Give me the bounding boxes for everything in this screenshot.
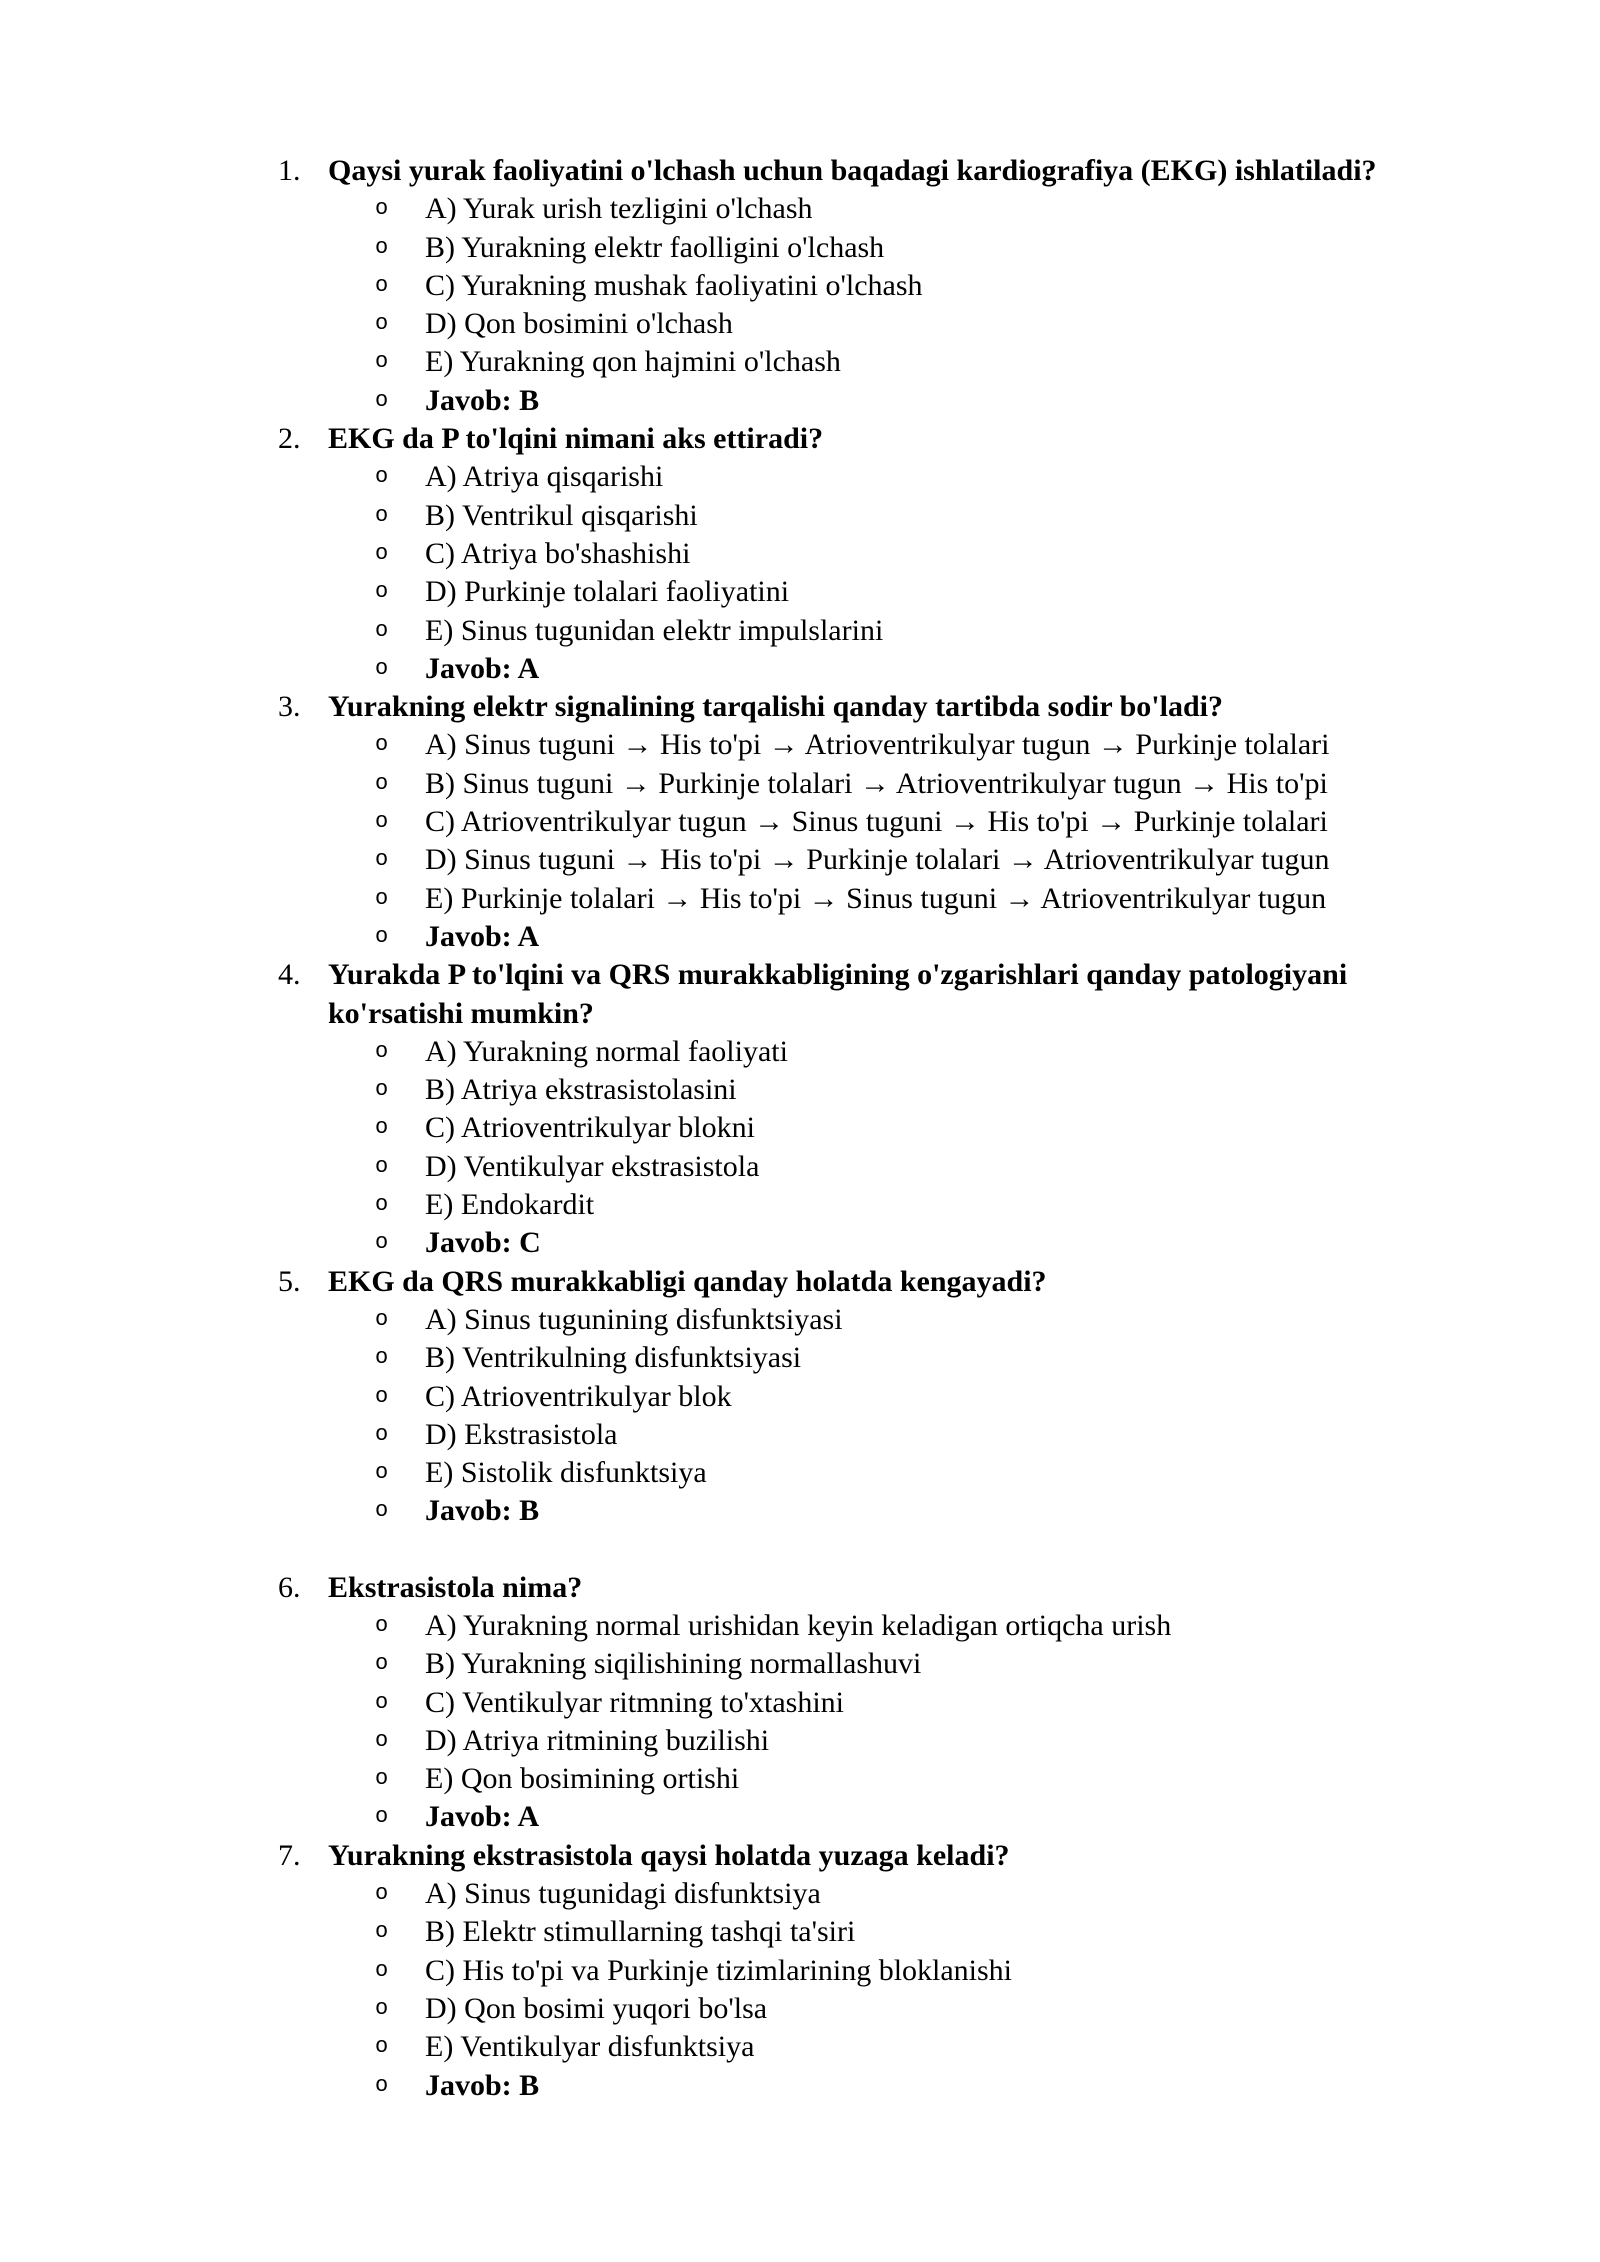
option-list (0, 1875, 1600, 2105)
circle-bullet-icon: o (375, 732, 389, 758)
option-text: B) Yurakning elektr faolligini o'lchash (425, 230, 885, 264)
option-text: D) Purkinje tolalari faoliyatini (425, 575, 790, 609)
option-item (0, 880, 1600, 918)
circle-bullet-icon: o (375, 1230, 389, 1256)
question-text: Yurakning elektr signalining tarqalishi qanday tartibda sodir bo'ladi? (328, 690, 1223, 724)
option-text: C) His to'pi va Purkinje tizimlarining bloklanishi (425, 1953, 1013, 1987)
circle-bullet-icon: o (375, 311, 389, 337)
option-text: A) Sinus tuguni → His to'pi → Atrioventrikulyar tugun → Purkinje tolalari (425, 728, 1330, 762)
option-text: C) Atrioventrikulyar blokni (425, 1111, 755, 1145)
circle-bullet-icon: o (375, 847, 389, 873)
option-text: E) Purkinje tolalari → His to'pi → Sinus tuguni → Atrioventrikulyar tugun (425, 881, 1327, 915)
circle-bullet-icon: o (375, 809, 389, 835)
circle-bullet-icon: o (375, 387, 389, 413)
option-item (0, 1607, 1600, 1645)
question-text: EKG da P to'lqini nimani aks ettiradi? (328, 422, 824, 456)
option-text: A) Sinus tugunining disfunktsiyasi (425, 1302, 843, 1336)
option-item (0, 535, 1600, 573)
circle-bullet-icon: o (375, 196, 389, 222)
question-text: Ekstrasistola nima? (328, 1570, 583, 1604)
option-item (0, 190, 1600, 228)
question-text: EKG da QRS murakkabligi qanday holatda kengayadi? (328, 1264, 1047, 1298)
option-text: E) Ventikulyar disfunktsiya (425, 2030, 755, 2064)
question-number: 5. (278, 1264, 301, 1298)
circle-bullet-icon: o (375, 2072, 389, 2098)
option-item (0, 573, 1600, 611)
option-text: B) Elektr stimullarning tashqi ta'siri (425, 1915, 856, 1949)
option-item (0, 726, 1600, 764)
circle-bullet-icon: o (375, 272, 389, 298)
option-list (0, 458, 1600, 688)
answer-line (0, 2067, 1600, 2105)
question-number: 2. (278, 422, 301, 456)
option-text: A) Yurak urish tezligini o'lchash (425, 192, 813, 226)
option-item (0, 305, 1600, 343)
option-item (0, 1722, 1600, 1760)
option-text: E) Endokardit (425, 1188, 595, 1222)
option-item (0, 1148, 1600, 1186)
option-text: C) Atrioventrikulyar tugun → Sinus tuguni → His to'pi → Purkinje tolalari (425, 805, 1328, 839)
option-item (0, 803, 1600, 841)
option-list (0, 190, 1600, 420)
option-item (0, 1109, 1600, 1147)
option-text: B) Atriya ekstrasistolasini (425, 1073, 737, 1107)
question-5 (0, 1263, 1600, 1531)
option-item (0, 1913, 1600, 1951)
circle-bullet-icon: o (375, 885, 389, 911)
option-item (0, 229, 1600, 267)
circle-bullet-icon: o (375, 770, 389, 796)
circle-bullet-icon: o (375, 540, 389, 566)
circle-bullet-icon: o (375, 1766, 389, 1792)
option-list (0, 1607, 1600, 1837)
question-number: 1. (278, 154, 301, 187)
circle-bullet-icon: o (375, 655, 389, 681)
option-text: D) Atriya ritmining buzilishi (425, 1723, 770, 1757)
question-2 (0, 420, 1600, 688)
answer-text: Javob: B (425, 2068, 540, 2102)
option-item (0, 1952, 1600, 1990)
answer-line (0, 650, 1600, 688)
option-text: D) Sinus tuguni → His to'pi → Purkinje tolalari → Atrioventrikulyar tugun (425, 843, 1330, 877)
option-item (0, 1301, 1600, 1339)
option-item (0, 841, 1600, 879)
option-item (0, 1454, 1600, 1492)
option-item (0, 1186, 1600, 1224)
circle-bullet-icon: o (375, 1804, 389, 1830)
circle-bullet-icon: o (375, 1651, 389, 1677)
option-list (0, 726, 1600, 956)
option-text: D) Ekstrasistola (425, 1417, 618, 1451)
option-item (0, 1378, 1600, 1416)
circle-bullet-icon: o (375, 579, 389, 605)
circle-bullet-icon: o (375, 1995, 389, 2021)
question-number: 6. (278, 1570, 301, 1604)
circle-bullet-icon: o (375, 1421, 389, 1447)
circle-bullet-icon: o (375, 464, 389, 490)
option-item (0, 1875, 1600, 1913)
question-list (0, 152, 1600, 2105)
option-text: D) Qon bosimi yuqori bo'lsa (425, 1991, 768, 2025)
option-text: C) Yurakning mushak faoliyatini o'lchash (425, 268, 923, 302)
question-text: Yurakda P to'lqini va QRS murakkabligining o'zgarishlari qanday patologiyani ko'rsatishi mumkin? (328, 958, 1348, 1030)
question-3 (0, 688, 1600, 956)
option-item (0, 343, 1600, 381)
answer-text: Javob: A (425, 1800, 540, 1834)
option-item (0, 1760, 1600, 1798)
circle-bullet-icon: o (375, 1460, 389, 1486)
option-item (0, 1645, 1600, 1683)
option-list (0, 1033, 1600, 1263)
circle-bullet-icon: o (375, 1498, 389, 1524)
option-text: A) Atriya qisqarishi (425, 460, 664, 494)
circle-bullet-icon: o (375, 1153, 389, 1179)
answer-line (0, 918, 1600, 956)
circle-bullet-icon: o (375, 1115, 389, 1141)
option-text: D) Ventikulyar ekstrasistola (425, 1149, 760, 1183)
circle-bullet-icon: o (375, 1727, 389, 1753)
circle-bullet-icon: o (375, 1612, 389, 1638)
option-item (0, 458, 1600, 496)
question-text: Qaysi yurak faoliyatini o'lchash uchun baqadagi kardiografiya (EKG) ishlatiladi? (328, 154, 1377, 187)
circle-bullet-icon: o (375, 234, 389, 260)
answer-text: Javob: A (425, 651, 540, 685)
option-item (0, 497, 1600, 535)
option-text: A) Sinus tugunidagi disfunktsiya (425, 1877, 821, 1911)
option-item (0, 2028, 1600, 2066)
option-item (0, 267, 1600, 305)
circle-bullet-icon: o (375, 1192, 389, 1218)
answer-text: Javob: B (425, 383, 540, 417)
option-text: C) Atriya bo'shashishi (425, 536, 691, 570)
option-item (0, 612, 1600, 650)
circle-bullet-icon: o (375, 2034, 389, 2060)
question-7 (0, 1837, 1600, 2105)
option-text: B) Ventrikulning disfunktsiyasi (425, 1341, 802, 1375)
circle-bullet-icon: o (375, 1038, 389, 1064)
question-number: 7. (278, 1838, 301, 1872)
option-item (0, 1416, 1600, 1454)
option-text: A) Yurakning normal faoliyati (425, 1034, 788, 1068)
question-number: 4. (278, 958, 301, 992)
circle-bullet-icon: o (375, 349, 389, 375)
option-item (0, 1071, 1600, 1109)
option-text: E) Yurakning qon hajmini o'lchash (425, 345, 841, 379)
question-4 (0, 956, 1600, 1262)
circle-bullet-icon: o (375, 1689, 389, 1715)
question-1 (0, 152, 1600, 420)
option-text: C) Atrioventrikulyar blok (425, 1379, 732, 1413)
circle-bullet-icon: o (375, 617, 389, 643)
option-text: E) Sinus tugunidan elektr impulslarini (425, 613, 884, 647)
question-text: Yurakning ekstrasistola qaysi holatda yuzaga keladi? (328, 1838, 1010, 1872)
circle-bullet-icon: o (375, 1345, 389, 1371)
answer-text: Javob: B (425, 1494, 540, 1528)
option-text: E) Sistolik disfunktsiya (425, 1456, 707, 1490)
option-item (0, 1684, 1600, 1722)
option-text: C) Ventikulyar ritmning to'xtashini (425, 1685, 844, 1719)
question-6 (0, 1569, 1600, 1837)
option-text: B) Sinus tuguni → Purkinje tolalari → Atrioventrikulyar tugun → His to'pi (425, 766, 1328, 800)
answer-line (0, 382, 1600, 420)
circle-bullet-icon: o (375, 1383, 389, 1409)
option-text: B) Ventrikul qisqarishi (425, 498, 698, 532)
question-number: 3. (278, 690, 301, 724)
option-item (0, 1990, 1600, 2028)
circle-bullet-icon: o (375, 502, 389, 528)
answer-line (0, 1224, 1600, 1262)
answer-line (0, 1798, 1600, 1836)
circle-bullet-icon: o (375, 1957, 389, 1983)
circle-bullet-icon: o (375, 1077, 389, 1103)
option-text: E) Qon bosimining ortishi (425, 1762, 740, 1796)
option-item (0, 1033, 1600, 1071)
option-text: B) Yurakning siqilishining normallashuvi (425, 1647, 922, 1681)
circle-bullet-icon: o (375, 1881, 389, 1907)
option-item (0, 1339, 1600, 1377)
answer-line (0, 1492, 1600, 1530)
answer-text: Javob: C (425, 1226, 541, 1260)
circle-bullet-icon: o (375, 923, 389, 949)
circle-bullet-icon: o (375, 1306, 389, 1332)
option-list (0, 1301, 1600, 1531)
option-text: D) Qon bosimini o'lchash (425, 307, 733, 341)
option-item (0, 765, 1600, 803)
circle-bullet-icon: o (375, 1919, 389, 1945)
answer-text: Javob: A (425, 919, 540, 953)
option-text: A) Yurakning normal urishidan keyin keladigan ortiqcha urish (425, 1608, 1172, 1642)
